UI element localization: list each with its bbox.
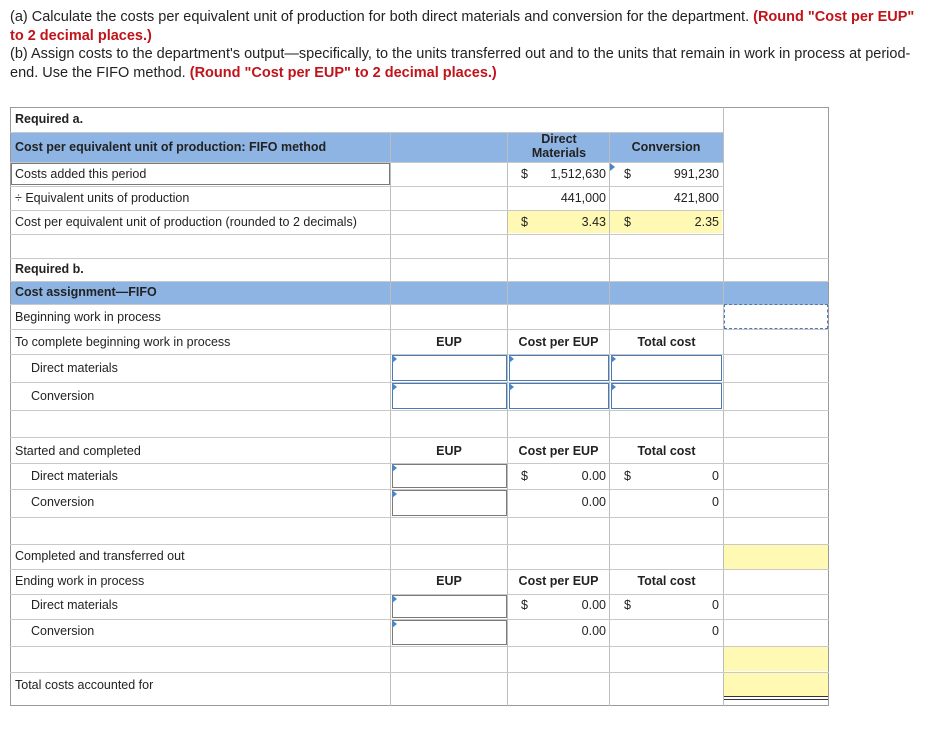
to-complete-label: To complete beginning work in process xyxy=(15,335,231,349)
dm-eup-value: 441,000 xyxy=(560,191,606,205)
sc-conv-eup-input[interactable] xyxy=(392,490,507,516)
sc-conv-label: Conversion xyxy=(31,495,95,509)
bwip-dm-total-input[interactable] xyxy=(611,355,722,381)
sc-dm-cpe-value: 0.00 xyxy=(581,469,606,483)
row-cpe-label: Cost per equivalent unit of production (rounded to 2 decimals) xyxy=(15,215,357,229)
instruction-b-text: (b) Assign costs to the department's output—specifically, to the units transferred out and to the units that remain in work in process at period-end. Use the FIFO method. xyxy=(10,46,911,81)
col-eup-2: EUP xyxy=(436,444,462,458)
bwip-dm-cpe-flag-icon xyxy=(509,355,514,363)
ending-wip-total-cell[interactable] xyxy=(724,647,828,671)
conv-cpe-currency: $ xyxy=(624,215,631,229)
dm-costs-value: 1,512,630 xyxy=(550,167,606,181)
dm-costs-currency: $ xyxy=(521,167,528,181)
double-underline xyxy=(724,696,828,700)
bwip-conv-cpe-input[interactable] xyxy=(509,383,609,409)
col-total-cost-2: Total cost xyxy=(637,444,696,458)
col-eup-3: EUP xyxy=(436,574,462,588)
dm-cpe-value: 3.43 xyxy=(581,215,606,229)
ending-wip-label: Ending work in process xyxy=(15,574,145,588)
sc-dm-label: Direct materials xyxy=(31,469,118,483)
row-costs-added-label: Costs added this period xyxy=(15,167,147,181)
col-cost-per-eup-1: Cost per EUP xyxy=(518,335,599,349)
completed-total-cell[interactable] xyxy=(724,545,828,569)
ew-dm-cpe-currency: $ xyxy=(521,598,528,612)
conv-eup-value: 421,800 xyxy=(673,191,719,205)
ew-conv-total-value: 0 xyxy=(712,624,719,638)
sc-conv-flag-icon xyxy=(392,490,397,498)
required-b-heading: Required b. xyxy=(15,262,84,276)
dm-cpe-currency: $ xyxy=(521,215,528,229)
bwip-dm-flag-icon xyxy=(392,355,397,363)
bwip-dm-cpe-input[interactable] xyxy=(509,355,609,381)
sc-dm-eup-input[interactable] xyxy=(392,464,507,488)
ew-conv-eup-input[interactable] xyxy=(392,620,507,645)
instruction-a-text: (a) Calculate the costs per equivalent unit of production for both direct materials and conversion for the department. xyxy=(10,9,754,25)
col-eup-1: EUP xyxy=(436,335,462,349)
instructions xyxy=(10,8,915,82)
conv-cpe-value: 2.35 xyxy=(694,215,719,229)
sc-conv-total-value: 0 xyxy=(712,495,719,509)
col-cost-per-eup-2: Cost per EUP xyxy=(518,444,599,458)
bwip-conv-flag-icon xyxy=(392,383,397,391)
bwip-dm-eup-input[interactable] xyxy=(392,355,507,381)
ew-conv-label: Conversion xyxy=(31,624,95,638)
bwip-conv-total-input[interactable] xyxy=(611,383,722,409)
bwip-conv-total-flag-icon xyxy=(611,383,616,391)
bwip-dm-total-flag-icon xyxy=(611,355,616,363)
ew-dm-total-value: 0 xyxy=(712,598,719,612)
ew-dm-flag-icon xyxy=(392,595,397,603)
req-b-table-title: Cost assignment—FIFO xyxy=(15,285,157,299)
beginning-wip-label: Beginning work in process xyxy=(15,310,161,324)
instruction-b-round: (Round "Cost per EUP" to 2 decimal places.) xyxy=(189,64,497,81)
ew-dm-total-currency: $ xyxy=(624,598,631,612)
col-conversion: Conversion xyxy=(631,140,701,154)
col-total-cost-3: Total cost xyxy=(637,574,696,588)
sc-dm-total-value: 0 xyxy=(712,469,719,483)
ew-dm-cpe-value: 0.00 xyxy=(581,598,606,612)
row-eup-label: ÷ Equivalent units of production xyxy=(15,191,190,205)
sc-dm-flag-icon xyxy=(392,464,397,472)
sc-conv-cpe-value: 0.00 xyxy=(581,495,606,509)
col-cost-per-eup-3: Cost per EUP xyxy=(518,574,599,588)
conv-costs-value: 991,230 xyxy=(673,167,719,181)
req-a-table-title: Cost per equivalent unit of production: FIFO method xyxy=(15,140,327,154)
ew-conv-cpe-value: 0.00 xyxy=(581,624,606,638)
total-costs-cell[interactable] xyxy=(724,673,828,696)
bwip-conv-cpe-flag-icon xyxy=(509,383,514,391)
started-completed-label: Started and completed xyxy=(15,444,141,458)
instruction-a-round: (Round "Cost per EUP" to 2 decimal places.) xyxy=(10,9,915,44)
dm-costs-flag-icon xyxy=(610,163,615,171)
ew-dm-eup-input[interactable] xyxy=(392,595,507,618)
required-a-heading: Required a. xyxy=(15,112,84,126)
bwip-dm-label: Direct materials xyxy=(31,361,118,375)
dotted-focus-cell[interactable] xyxy=(724,304,828,329)
ew-dm-label: Direct materials xyxy=(31,598,118,612)
bwip-conv-label: Conversion xyxy=(31,389,95,403)
sc-dm-total-currency: $ xyxy=(624,469,631,483)
col-direct-materials: Direct Materials xyxy=(531,132,587,160)
bwip-conv-eup-input[interactable] xyxy=(392,383,507,409)
col-total-cost-1: Total cost xyxy=(637,335,696,349)
completed-transferred-label: Completed and transferred out xyxy=(15,549,185,563)
sc-dm-cpe-currency: $ xyxy=(521,469,528,483)
total-costs-label: Total costs accounted for xyxy=(15,678,154,692)
ew-conv-flag-icon xyxy=(392,620,397,628)
conv-costs-currency: $ xyxy=(624,167,631,181)
